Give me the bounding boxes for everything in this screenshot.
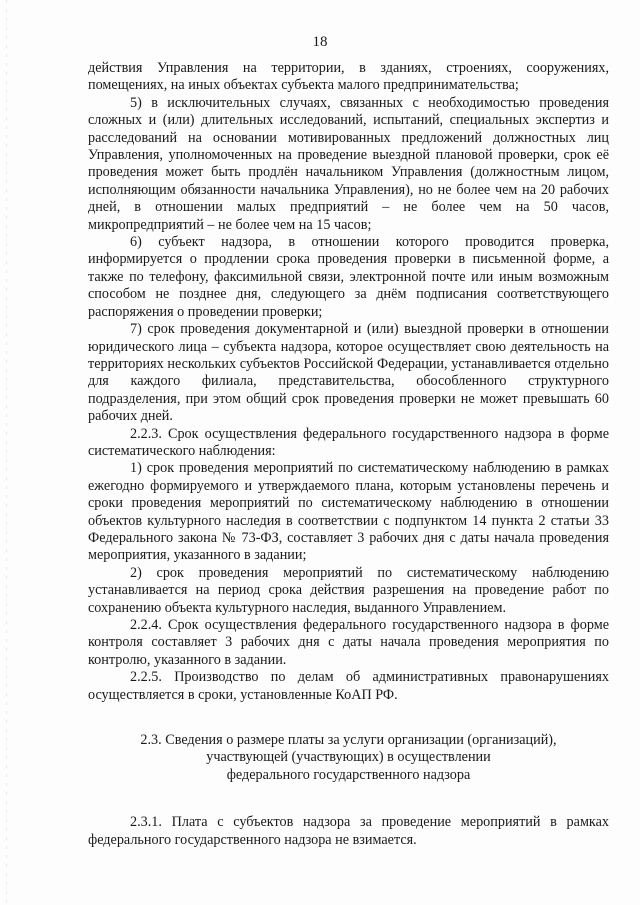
section-heading	[88, 732, 609, 784]
paragraph: 2) срок проведения мероприятий по систематическому наблюдению устанавливается на период срока действия разрешения на проведение работ по сохранению объекта культурного наследия, выданного Управлением.	[88, 564, 609, 616]
paragraph: 2.3.1. Плата с субъектов надзора за проведение мероприятий в рамках федерального государственного надзора не взимается.	[88, 814, 609, 848]
paragraph: 5) в исключительных случаях, связанных с необходимостью проведения сложных и (или) длительных исследований, испытаний, специальных экспертиз и расследований на основании мотивированных предложений должностных лиц Управления, уполномоченных на проведение выездной плановой проверки, срок её проведения может быть продлён начальником Управления (должностным лицом, исполняющим обязанности начальника Управления), но не более чем на 20 рабочих дней, в отношении малых предприятий – не более чем на 50 часов, микропредприятий – не более чем на 15 часов;	[88, 94, 609, 233]
paragraph: 1) срок проведения мероприятий по систематическому наблюдению в рамках ежегодно формируемого и утверждаемого плана, которым установлены перечень и сроки проведения мероприятий по систематическому наблюдению в отношении объектов культурного наследия в соответствии с подпунктом 14 пункта 2 статьи 33 Федерального закона № 73-ФЗ, составляет 3 рабочих дня с даты начала проведения мероприятия, указанного в задании;	[88, 460, 609, 564]
paragraph: действия Управления на территории, в зданиях, строениях, сооружениях, помещениях, на иных объектах субъекта малого предпринимательства;	[88, 60, 609, 94]
paragraph: 2.2.4. Срок осуществления федерального государственного надзора в форме контроля составляет 3 рабочих дня с даты начала проведения мероприятия по контролю, указанного в задании.	[88, 617, 609, 668]
section-heading-line: федерального государственного надзора	[226, 766, 471, 783]
paragraph-group-top	[88, 60, 609, 704]
paragraph: 6) субъект надзора, в отношении которого проводится проверка, информируется о продлении срока проведения проверки в письменной форме, а также по телефону, факсимильной связи, электронной почте или иным возможным способом не позднее дня, следующего за днём подписания соответствующего распоряжения о проведении проверки;	[88, 234, 609, 320]
section-heading-line: участвующей (участвующих) в осуществлении	[206, 749, 491, 766]
page-number: 18	[312, 34, 328, 50]
scan-edge-artifact	[6, 0, 7, 905]
document-body	[88, 60, 609, 849]
paragraph-group-bottom	[88, 814, 609, 849]
section-heading-line: 2.3. Сведения о размере платы за услуги организации (организаций),	[140, 732, 557, 749]
paragraph: 2.2.3. Срок осуществления федерального государственного надзора в форме систематического наблюдения:	[88, 425, 609, 459]
paragraph: 2.2.5. Производство по делам об административных правонарушениях осуществляется в сроки, установленные КоАП РФ.	[88, 669, 609, 703]
paragraph: 7) срок проведения документарной и (или) выездной проверки в отношении юридического лица – субъекта надзора, которое осуществляет свою деятельность на территориях нескольких субъектов Российской Федерации, устанавливается отдельно для каждого филиала, представительства, обособленного структурного подразделения, при этом общий срок проведения проверки не может превышать 60 рабочих дней.	[88, 321, 609, 425]
